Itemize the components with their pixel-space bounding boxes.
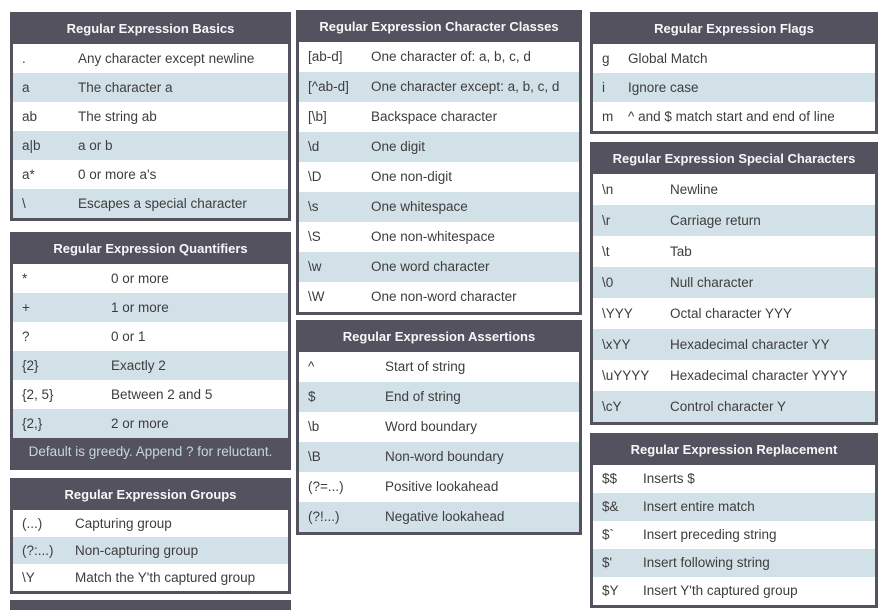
regex-description: Ignore case [628,80,699,95]
regex-code: \b [308,419,320,434]
regex-description: End of string [385,389,461,404]
regex-code: \r [602,213,611,228]
regex-description: Null character [670,275,754,290]
regex-description: Word boundary [385,419,478,434]
regex-description: 0 or 1 [111,329,146,344]
table-assertions [296,320,582,535]
regex-code: $& [602,499,619,514]
regex-description: Inserts $ [643,471,695,486]
table-row [13,264,288,293]
regex-code: $` [602,527,615,542]
table-row [593,329,875,360]
table-row [299,282,579,312]
regex-description: ^ and $ match start and end of line [628,109,835,124]
table-row [299,192,579,222]
regex-description: Carriage return [670,213,761,228]
table-row [13,293,288,322]
table-row [593,73,875,102]
table-row [13,102,288,131]
regex-description: Octal character YYY [670,306,793,321]
table-row [299,352,579,382]
regex-description: One non-digit [371,169,453,184]
regex-description: One word character [371,259,490,274]
regex-code: \S [308,229,321,244]
column-2 [296,10,582,535]
regex-code: a* [22,167,35,182]
regex-code: i [602,80,605,95]
table-title-special_characters: Regular Expression Special Characters [593,145,875,174]
table-row [13,380,288,409]
regex-description: The character a [78,80,173,95]
regex-code: a [22,80,30,95]
table-row [13,510,288,537]
regex-code: \0 [602,275,614,290]
table-row [13,73,288,102]
cutoff-table-header-bar [10,600,291,610]
regex-code: $Y [602,583,619,598]
regex-code: a|b [22,138,41,153]
regex-code: * [22,271,28,286]
table-title-basics: Regular Expression Basics [13,15,288,44]
regex-code: + [22,300,30,315]
table-basics [10,12,291,221]
table-row [593,577,875,605]
table-row [299,252,579,282]
regex-code: $$ [602,471,618,486]
table-row [13,189,288,218]
regex-description: Exactly 2 [111,358,166,373]
regex-code: ^ [308,359,315,374]
regex-code: \w [308,259,322,274]
regex-code: {2,} [22,416,43,431]
regex-code: {2} [22,358,39,373]
table-row [299,72,579,102]
regex-code: (...) [22,516,43,531]
regex-code: [\b] [308,109,327,124]
regex-description: Global Match [628,51,708,66]
table-footer-note: Default is greedy. Append ? for reluctant. [13,438,288,467]
regex-description: One digit [371,139,426,154]
table-row [593,493,875,521]
table-row [13,351,288,380]
table-row [13,131,288,160]
regex-description: 0 or more a's [78,167,157,182]
regex-code: \xYY [602,337,631,352]
regex-code: (?:...) [22,543,54,558]
regex-code: [ab-d] [308,49,343,64]
regex-code: $' [602,555,613,570]
regex-code: \uYYYY [602,368,650,383]
regex-code: [^ab-d] [308,79,349,94]
table-row [13,409,288,438]
regex-description: 1 or more [111,300,169,315]
table-row [593,267,875,298]
regex-description: Non-word boundary [385,449,504,464]
table-title-flags: Regular Expression Flags [593,15,875,44]
regex-description: Match the Y'th captured group [75,570,256,585]
regex-code: g [602,51,610,66]
table-row [299,472,579,502]
regex-description: Insert entire match [643,499,755,514]
regex-description: One whitespace [371,199,468,214]
regex-code: \Y [22,570,35,585]
column-3 [590,12,878,608]
regex-description: 0 or more [111,271,169,286]
table-row [299,412,579,442]
regex-code: \B [308,449,321,464]
regex-description: Insert Y'th captured group [643,583,798,598]
table-row [593,174,875,205]
table-row [13,564,288,591]
table-row [593,360,875,391]
regex-description: Capturing group [75,516,172,531]
regex-description: Hexadecimal character YYYY [670,368,848,383]
regex-code: \t [602,244,610,259]
table-row [593,549,875,577]
regex-description: Newline [670,182,719,197]
regex-description: Escapes a special character [78,196,247,211]
regex-code: \D [308,169,322,184]
table-row [593,205,875,236]
table-groups [10,478,291,594]
table-row [13,44,288,73]
regex-description: One non-whitespace [371,229,495,244]
regex-description: Hexadecimal character YY [670,337,830,352]
table-replacement [590,433,878,608]
regex-code: . [22,51,26,66]
regex-code: \n [602,182,614,197]
regex-description: Backspace character [371,109,498,124]
regex-description: Tab [670,244,692,259]
table-row [299,382,579,412]
regex-description: Start of string [385,359,466,374]
regex-description: Between 2 and 5 [111,387,213,402]
table-title-assertions: Regular Expression Assertions [299,323,579,352]
regex-description: One non-word character [371,289,517,304]
table-title-quantifiers: Regular Expression Quantifiers [13,235,288,264]
regex-code: \YYY [602,306,633,321]
table-row [13,537,288,564]
table-row [593,465,875,493]
table-row [299,162,579,192]
table-row [593,102,875,131]
table-row [13,322,288,351]
regex-description: Control character Y [670,399,787,414]
table-title-groups: Regular Expression Groups [13,481,288,510]
regex-code: \cY [602,399,622,414]
regex-code: \W [308,289,325,304]
regex-code: (?!...) [308,509,340,524]
table-flags [590,12,878,134]
column-1 [10,12,291,594]
regex-code: (?=...) [308,479,344,494]
regex-code: {2, 5} [22,387,54,402]
table-row [299,502,579,532]
regex-code: ab [22,109,38,124]
table-row [299,42,579,72]
regex-description: Insert preceding string [643,527,777,542]
table-row [593,298,875,329]
regex-description: The string ab [78,109,157,124]
regex-code: \s [308,199,319,214]
table-row [593,236,875,267]
table-row [299,442,579,472]
table-title-replacement: Regular Expression Replacement [593,436,875,465]
regex-description: One character of: a, b, c, d [371,49,531,64]
table-title-character_classes: Regular Expression Character Classes [299,13,579,42]
regex-code: $ [308,389,316,404]
regex-code: \ [22,196,26,211]
regex-code: m [602,109,614,124]
table-row [299,132,579,162]
regex-description: 2 or more [111,416,169,431]
table-row [299,222,579,252]
table-row [299,102,579,132]
table-row [593,521,875,549]
table-quantifiers [10,232,291,470]
table-row [13,160,288,189]
regex-description: Positive lookahead [385,479,499,494]
regex-description: Negative lookahead [385,509,505,524]
table-row [593,391,875,422]
regex-description: Any character except newline [78,51,255,66]
regex-code: ? [22,329,30,344]
table-character_classes [296,10,582,315]
table-special_characters [590,142,878,425]
regex-description: a or b [78,138,113,153]
regex-code: \d [308,139,320,154]
regex-description: Insert following string [643,555,770,570]
table-row [593,44,875,73]
regex-description: One character except: a, b, c, d [371,79,560,94]
regex-description: Non-capturing group [75,543,199,558]
